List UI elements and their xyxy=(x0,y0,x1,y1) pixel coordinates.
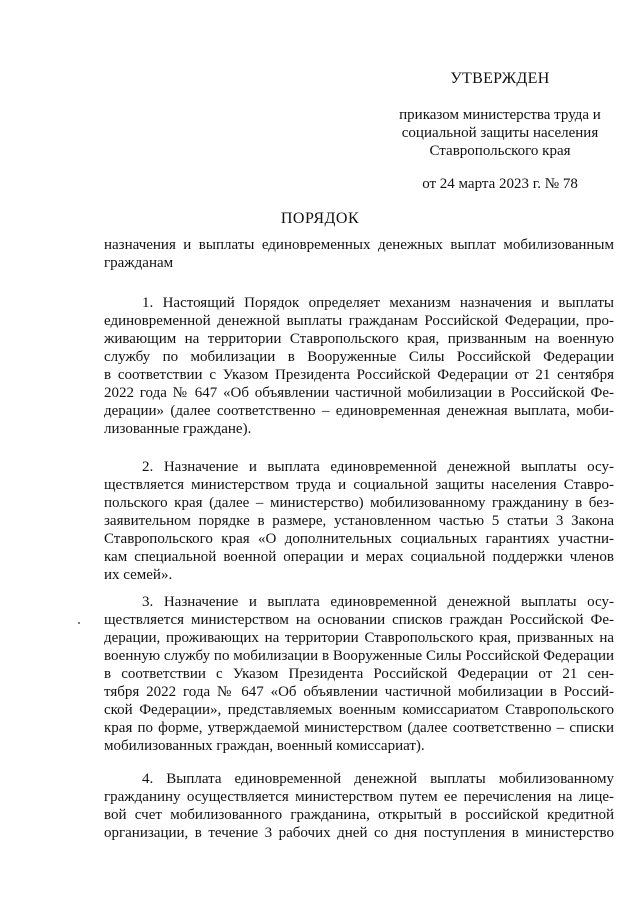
paragraph-line: 2. Назначение и выплата единовременной денежной выплаты осу- xyxy=(142,459,614,475)
paragraph-line: живающим на территории Ставропольского края, призванным на военную xyxy=(104,331,614,347)
paragraph-line: тября 2022 года № 647 «Об объявлении частичной мобилизации в Россий- xyxy=(104,684,614,700)
paragraph-line: гражданину осуществляется министерством путем ее перечисления на лице- xyxy=(104,789,614,805)
approval-block xyxy=(380,70,620,193)
paragraph-line: вой счет мобилизованного гражданина, открытый в российской кредитной xyxy=(104,807,614,823)
paragraph-line: военную службу по мобилизации в Вооруженные Силы Российской Федерации xyxy=(104,648,614,664)
margin-mark xyxy=(78,622,80,624)
paragraph-line: лизованные граждане). xyxy=(104,421,252,437)
paragraph-line: края по форме, утверждаемой министерством (далее соответственно – списки xyxy=(104,720,614,736)
subtitle-line: гражданам xyxy=(104,255,174,271)
approval-heading: УТВЕРЖДЕН xyxy=(450,70,550,87)
paragraph-line: в соответствии с Указом Президента Российской Федерации от 21 сен- xyxy=(104,666,614,682)
paragraph-line: ществляется министерством труда и социальной защиты населения Ставро- xyxy=(104,477,614,493)
paragraph-1 xyxy=(104,294,614,438)
approval-line: приказом министерства труда и xyxy=(399,107,601,123)
paragraph-line: службу по мобилизации в Вооруженные Силы Российской Федерации xyxy=(104,349,614,365)
paragraph-line: организации, в течение 3 рабочих дней со дня поступления в министерство xyxy=(104,825,614,841)
paragraph-line: дерации, проживающих на территории Ставропольского края, призванных на xyxy=(104,630,614,646)
approval-line: Ставропольского края xyxy=(429,143,571,159)
paragraph-line: 2022 года № 647 «Об объявлении частичной мобилизации в Российской Фе- xyxy=(104,385,614,401)
approval-date: от 24 марта 2023 г. № 78 xyxy=(422,176,578,192)
approval-line: социальной защиты населения xyxy=(401,125,599,141)
paragraph-line: ской Федерации», представляемых военным комиссариатом Ставропольского xyxy=(104,702,614,718)
paragraph-line: мобилизованных граждан, военный комиссариат). xyxy=(104,738,425,754)
paragraph-3 xyxy=(104,593,614,755)
paragraph-line: 4. Выплата единовременной денежной выплаты мобилизованному xyxy=(142,771,614,787)
paragraph-line: дерации» (далее соответственно – единовременная денежная выплата, моби- xyxy=(104,403,614,419)
paragraph-line: польского края (далее – министерство) мобилизованному гражданину в без- xyxy=(104,495,614,511)
paragraph-4 xyxy=(104,770,614,842)
paragraph-line: в соответствии с Указом Президента Российской Федерации от 21 сентября xyxy=(104,367,614,383)
paragraph-line: 3. Назначение и выплата единовременной денежной выплаты осу- xyxy=(142,594,614,610)
paragraph-line: их семей». xyxy=(104,567,173,583)
subtitle-line: назначения и выплаты единовременных денежных выплат мобилизованным xyxy=(104,237,614,253)
document-subtitle xyxy=(104,236,614,272)
paragraph-line: заявительном порядке в размере, установленном частью 5 статьи 3 Закона xyxy=(104,513,614,529)
document-title: ПОРЯДОК xyxy=(280,210,360,227)
paragraph-line: Ставропольского края «О дополнительных социальных гарантиях участни- xyxy=(104,531,614,547)
paragraph-line: кам специальной военной операции и мерах социальной поддержки членов xyxy=(104,549,614,565)
paragraph-line: ществляется министерством на основании списков граждан Российской Фе- xyxy=(104,612,614,628)
paragraph-2 xyxy=(104,458,614,584)
paragraph-line: 1. Настоящий Порядок определяет механизм назначения и выплаты xyxy=(142,295,614,311)
paragraph-line: единовременной денежной выплаты гражданам Российской Федерации, про- xyxy=(104,313,614,329)
